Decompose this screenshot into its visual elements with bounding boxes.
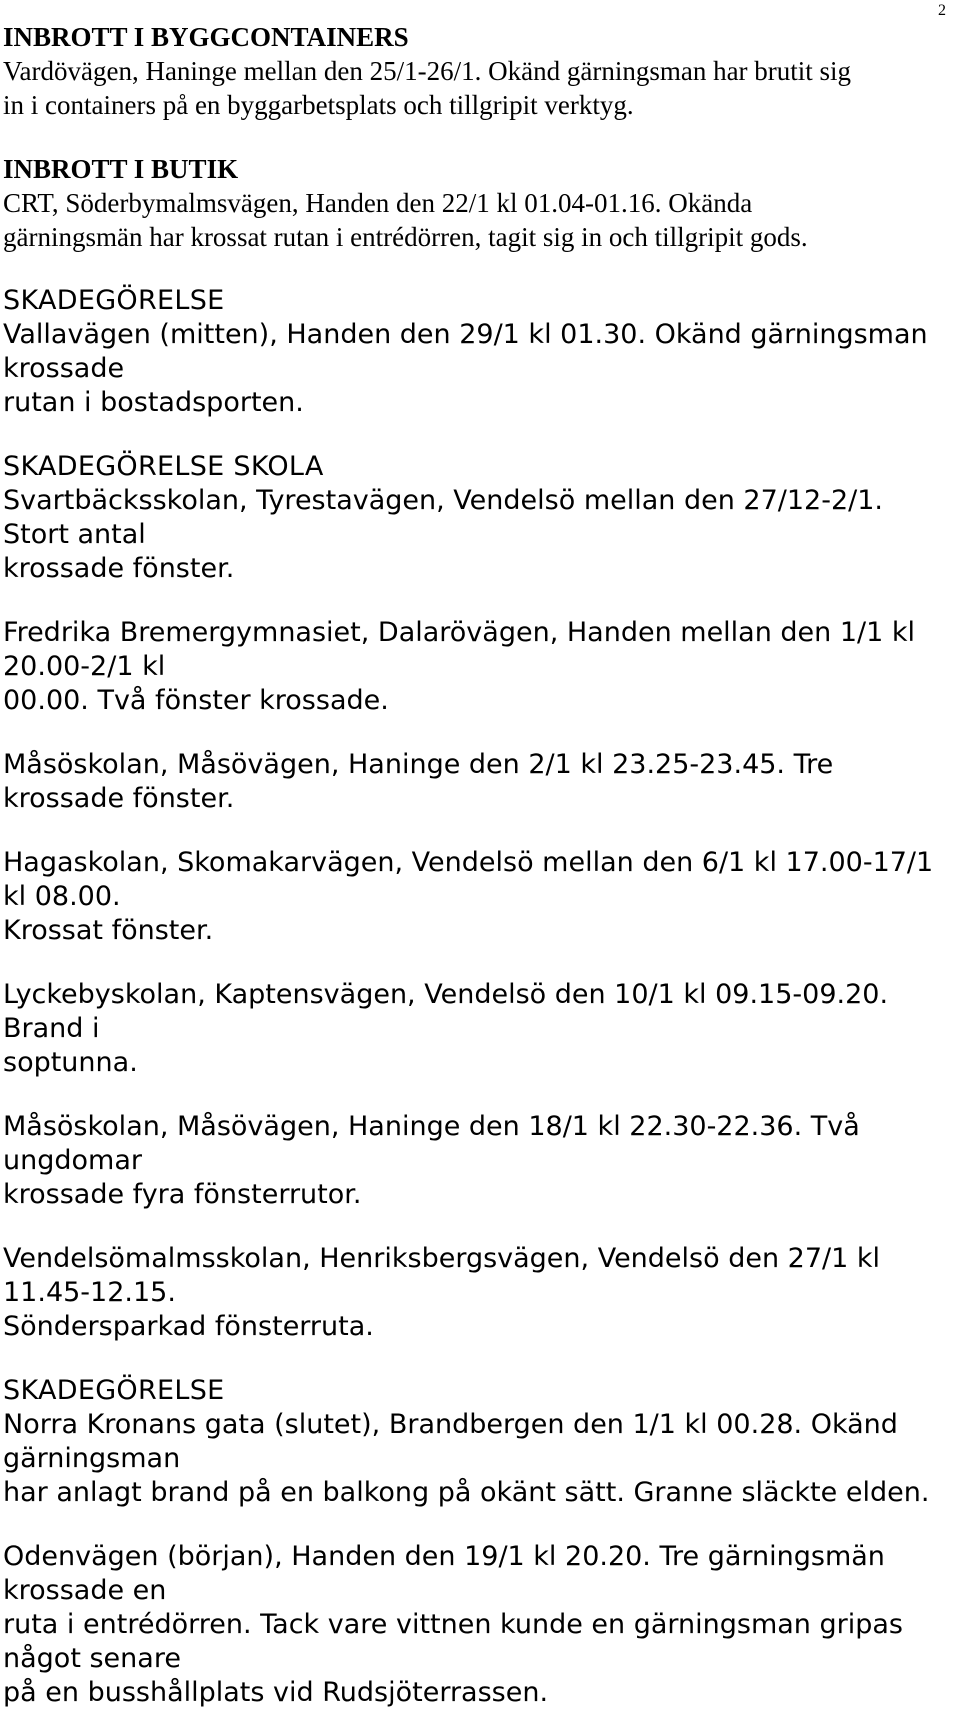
section-skadegorelse-skola [3,450,948,586]
section-text-line: Söndersparkad fönsterruta. [3,1311,374,1342]
section-text-line: CRT, Söderbymalmsvägen, Handen den 22/1 kl 01.04-01.16. Okända [3,188,753,218]
section-text-line: krossade fönster. [3,553,235,584]
section-inbrott-byggcontainers [3,20,948,122]
section-text-line: rutan i bostadsporten. [3,387,304,418]
section-heading: INBROTT I BUTIK [3,154,239,184]
entry-odenvagen [3,1540,948,1710]
entry-lyckebyskolan [3,978,948,1080]
section-text-line: Måsöskolan, Måsövägen, Haninge den 18/1 kl 22.30-22.36. Två ungdomar [3,1111,860,1176]
section-text-line: Odenvägen (början), Handen den 19/1 kl 20.20. Tre gärningsmän krossade en [3,1541,885,1606]
section-heading: SKADEGÖRELSE [3,1375,225,1406]
section-text-line: Hagaskolan, Skomakarvägen, Vendelsö mellan den 6/1 kl 17.00-17/1 kl 08.00. [3,847,934,912]
section-skadegorelse-norra-kronans-gata [3,1374,948,1510]
section-skadegorelse-vallavagen [3,284,948,420]
section-inbrott-butik [3,152,948,254]
section-heading: SKADEGÖRELSE SKOLA [3,451,324,482]
section-text-line: soptunna. [3,1047,138,1078]
entry-fredrika-bremergymnasiet [3,616,948,718]
entry-vendelsomalmsskolan [3,1242,948,1344]
section-text-line: gärningsmän har krossat rutan i entrédörren, tagit sig in och tillgripit gods. [3,222,808,252]
entry-masoskolan-2 [3,1110,948,1212]
document-body [3,20,948,1710]
section-text-line: Fredrika Bremergymnasiet, Dalarövägen, Handen mellan den 1/1 kl 20.00-2/1 kl [3,617,916,682]
section-text-line: krossade fyra fönsterrutor. [3,1179,362,1210]
section-text-line: in i containers på en byggarbetsplats och tillgripit verktyg. [3,90,634,120]
section-text-line: Svartbäcksskolan, Tyrestavägen, Vendelsö mellan den 27/12-2/1. Stort antal [3,485,884,550]
entry-masoskolan-1 [3,748,948,816]
section-text-line: 00.00. Två fönster krossade. [3,685,389,716]
section-text-line: Lyckebyskolan, Kaptensvägen, Vendelsö den 10/1 kl 09.15-09.20. Brand i [3,979,889,1044]
entry-hagaskolan [3,846,948,948]
section-heading: INBROTT I BYGGCONTAINERS [3,22,409,52]
section-text-line: Vardövägen, Haninge mellan den 25/1-26/1. Okänd gärningsman har brutit sig [3,56,852,86]
section-text-line: Vallavägen (mitten), Handen den 29/1 kl 01.30. Okänd gärningsman krossade [3,319,928,384]
page-number: 2 [938,2,946,19]
section-text-line: Måsöskolan, Måsövägen, Haninge den 2/1 kl 23.25-23.45. Tre krossade fönster. [3,749,834,814]
section-text-line: på en busshållplats vid Rudsjöterrassen. [3,1677,549,1708]
section-text-line: har anlagt brand på en balkong på okänt sätt. Granne släckte elden. [3,1477,930,1508]
section-text-line: Krossat fönster. [3,915,214,946]
section-text-line: Norra Kronans gata (slutet), Brandbergen den 1/1 kl 00.28. Okänd gärningsman [3,1409,898,1474]
section-text-line: ruta i entrédörren. Tack vare vittnen kunde en gärningsman gripas något senare [3,1609,903,1674]
section-text-line: Vendelsömalmsskolan, Henriksbergsvägen, Vendelsö den 27/1 kl 11.45-12.15. [3,1243,881,1308]
section-heading: SKADEGÖRELSE [3,285,225,316]
